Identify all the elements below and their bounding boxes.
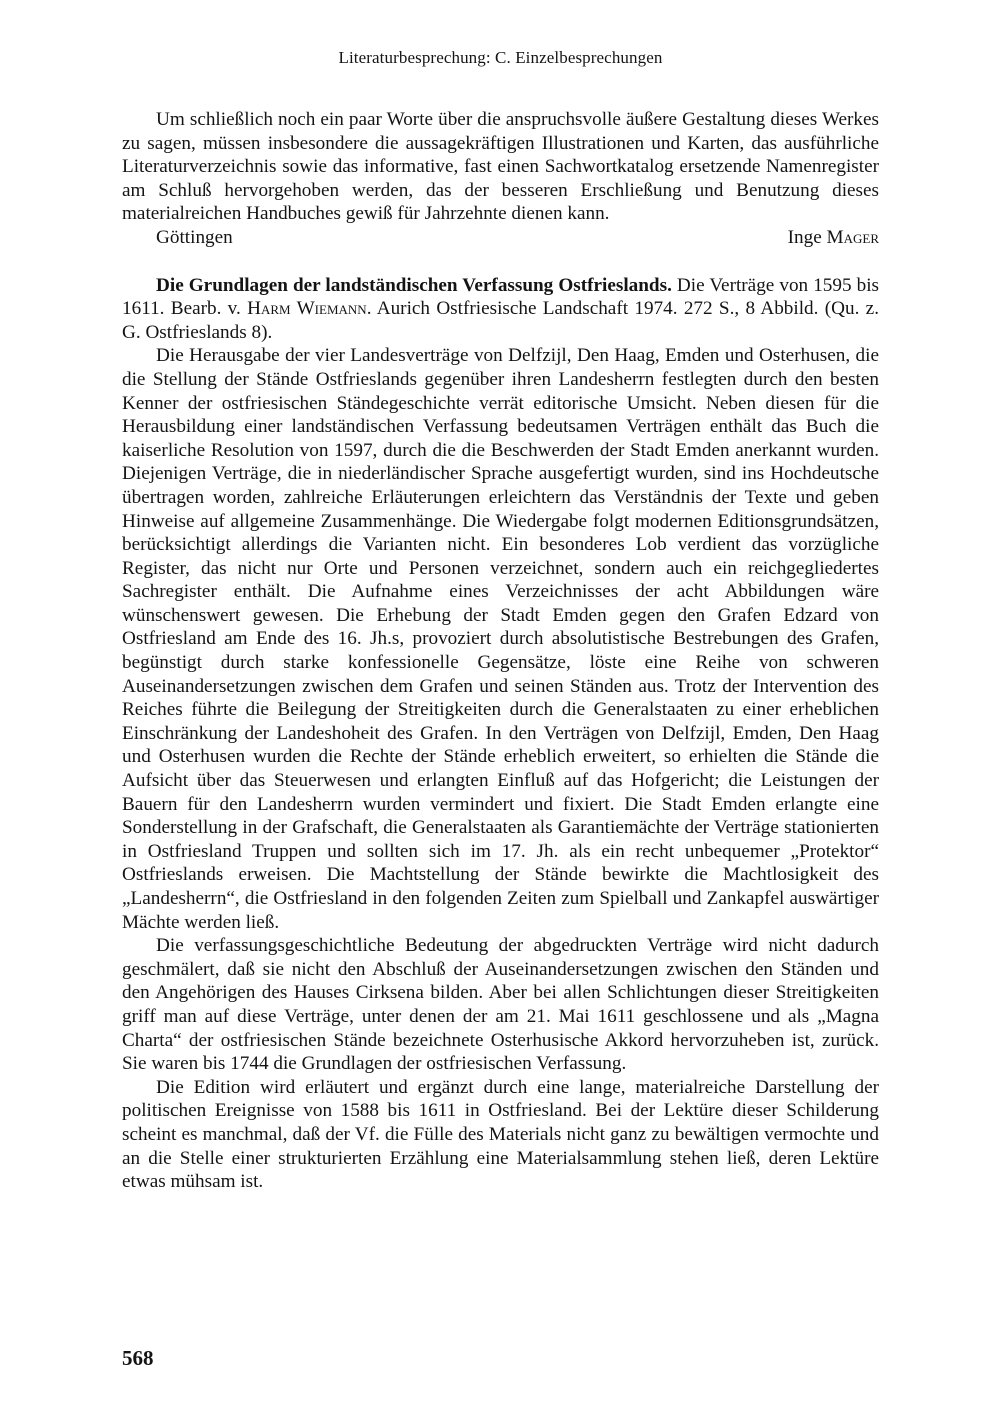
signature-reviewer	[788, 226, 879, 250]
entry-subtitle: Die Verträge von 1595 bis 1611. Bearb. v.	[122, 274, 880, 320]
reviewer-last-name: Mager	[826, 226, 879, 248]
review-paragraph-1: Die Herausgabe der vier Landesverträge von Delfzijl, Den Haag, Emden und Osterhusen, die die Stellung der Stände Ostfrieslands gegenüber ihren Landesherrn festlegten durch den besten Kenner der ostfriesischen Ständegeschichte verrät editorische Umsicht. Neben diesen für die Herausbildung einer landständischen Verfassung bedeutsamen Verträgen enthält das Buch die kaiserliche Resolution von 1597, durch die die Beschwerden der Stadt Emden anerkannt wurden. Diejenigen Verträge, die in niederländischer Sprache ausgefertigt wurden, sind ins Hochdeutsche übertragen worden, zahlreiche Erläuterungen erleichtern das Verständnis der Texte und geben Hinweise auf allgemeine Zusammenhänge. Die Wiedergabe folgt modernen Editionsgrundsätzen, berücksichtigt allerdings die Varianten nicht. Ein besonderes Lob verdient das vorzügliche Register, das nicht nur Orte und Personen verzeichnet, sondern auch ein reichgegliedertes Sachregister enthält. Die Aufnahme eines Verzeichnisses der acht Abbildungen wäre wünschenswert gewesen. Die Erhebung der Stadt Emden gegen den Grafen Edzard von Ostfriesland am Ende des 16. Jh.s, provoziert durch absolutistische Bestrebungen des Grafen, begünstigt durch starke konfessionelle Gegensätze, löste eine Reihe von schweren Auseinandersetzungen zwischen dem Grafen und seinen Ständen aus. Trotz der Intervention des Reiches führte die Beilegung der Streitigkeiten durch die Generalstaaten zu einer erheblichen Einschränkung der Landeshoheit des Grafen. In den Verträgen von Delfzijl, Emden, Den Haag und Osterhusen wurden die Rechte der Stände erheblich erweitert, so erhielten die Stände die Aufsicht über das Steuerwesen und erlangten Einfluß auf das Hofgericht; die Leistungen der Bauern für den Landesherrn wurden vermindert und fixiert. Die Stadt Emden erlangte eine Sonderstellung in der Grafschaft, die Generalstaaten als Garantiemächte der Verträge stationierten in Ostfriesland Truppen und sollten sich im 17. Jh. als ein recht unbequemer „Protektor“ Ostfrieslands erweisen. Die Machtstellung der Stände bewirkte die Machtlosigkeit des „Landesherrn“, die Ostfriesland in den folgenden Zeiten zum Spielball und Zankapfel auswärtiger Mächte werden ließ.	[122, 345, 879, 933]
review-closing-paragraph: Um schließlich noch ein paar Worte über die anspruchsvolle äußere Gestaltung dieses Werkes zu sagen, müssen insbesondere die aussagekräftigen Illustrationen und Karten, das ausführliche Literaturverzeichnis sowie das informative, fast einen Sachwortkatalog ersetzende Namenregister am Schluß hervorgehoben werden, das der besseren Erschließung und Benutzung dieses materialreichen Handbuches gewiß für Jahrzehnte dienen kann.	[122, 109, 879, 225]
running-header: Literaturbesprechung: C. Einzelbesprechungen	[338, 48, 663, 67]
review-paragraph-3: Die Edition wird erläutert und ergänzt durch eine lange, materialreiche Darstellung der politischen Ereignisse von 1588 bis 1611 in Ostfriesland. Bei der Lektüre dieser Schilderung scheint es manchmal, daß der Vf. die Fülle des Materials nicht ganz zu bewältigen vermochte und an die Stelle einer strukturierten Erzählung eine Materialsammlung stehen ließ, deren Lektüre etwas mühsam ist.	[122, 1076, 879, 1193]
body-text	[122, 108, 879, 1194]
reviewer-first-name: Inge	[787, 226, 827, 248]
signature-place: Göttingen	[156, 226, 233, 248]
document-page	[122, 0, 879, 1419]
entry-title: Die Grundlagen der landständischen Verfassung Ostfrieslands.	[156, 274, 672, 296]
review-signature	[122, 226, 879, 250]
entry-editor: Harm Wiemann	[247, 298, 367, 320]
page-number: 568	[122, 1346, 154, 1370]
bibliographic-entry	[122, 274, 879, 345]
section-gap	[122, 250, 879, 274]
review-paragraph-2: Die verfassungsgeschichtliche Bedeutung der abgedruckten Verträge wird nicht dadurch geschmälert, daß sie nicht den Abschluß der Auseinandersetzungen zwischen den Ständen und den Angehörigen des Hauses Cirksena bilden. Aber bei allen Schlichtungen dieser Streitigkeiten griff man auf diese Verträge, unter denen der am 21. Mai 1611 geschlossene und als „Magna Charta“ der ostfriesischen Stände bezeichnete Osterhusische Akkord hervorzuheben ist, zurück. Sie waren bis 1744 die Grundlagen der ostfriesischen Verfassung.	[122, 935, 879, 1075]
entry-publication: . Aurich Ostfriesische Landschaft 1974. 272 S., 8 Abbild. (Qu. z. G. Ostfrieslands 8).	[122, 298, 879, 343]
